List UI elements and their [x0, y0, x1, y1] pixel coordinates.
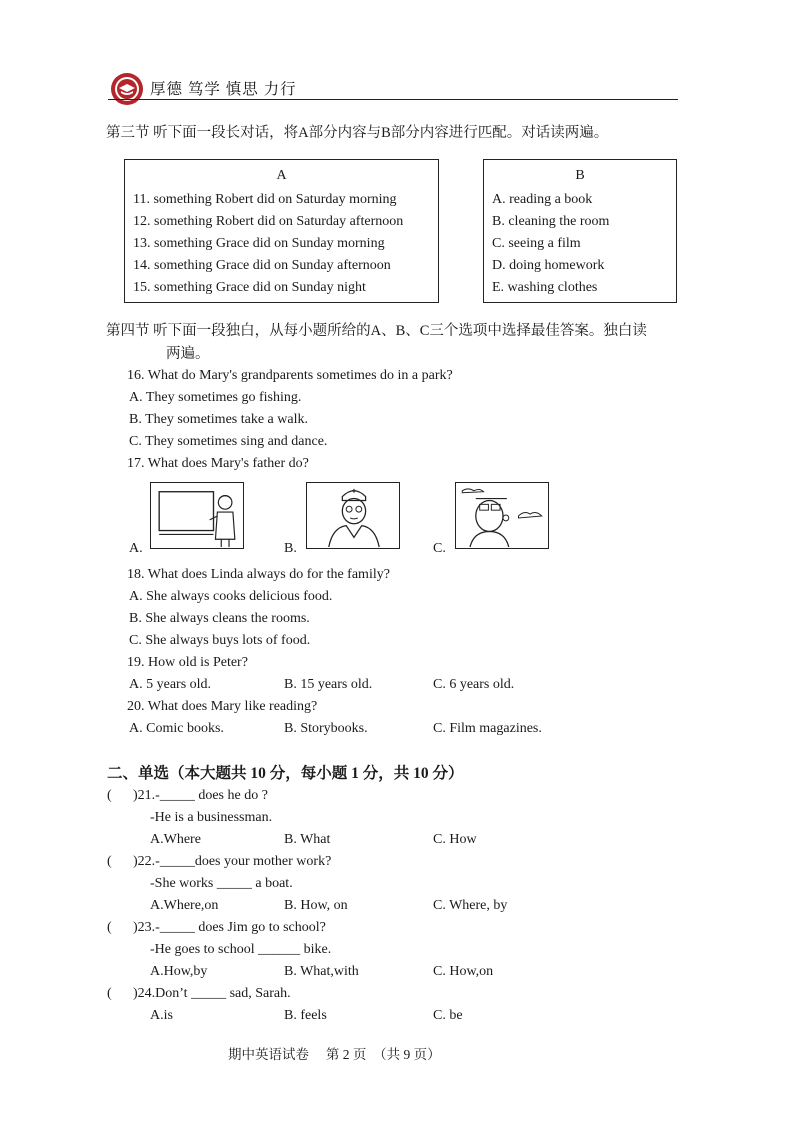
q23-option-b: B. What,with — [284, 964, 359, 979]
box-b-row: D. doing homework — [492, 258, 605, 273]
teacher-picture — [150, 482, 244, 549]
q21-stem: )21.-_____ does he do ? — [133, 788, 268, 803]
q22-reply: -She works _____ a boat. — [150, 876, 293, 891]
q24-option-a: A.is — [150, 1008, 173, 1023]
q18-option-b: B. She always cleans the rooms. — [129, 611, 310, 626]
section4-title: 第四节 听下面一段独白，从每小题所给的A、B、C三个选项中选择最佳答案。独白读 — [106, 323, 647, 339]
q23-option-a: A.How,by — [150, 964, 208, 979]
q17-option-b-label: B. — [284, 541, 297, 556]
q21-option-b: B. What — [284, 832, 331, 847]
box-a-row: 12. something Robert did on Saturday afternoon — [133, 214, 404, 229]
q17-option-c-label: C. — [433, 541, 446, 556]
q19-option-c: C. 6 years old. — [433, 677, 515, 692]
box-a-row: 11. something Robert did on Saturday morning — [133, 192, 397, 207]
q23-reply: -He goes to school ______ bike. — [150, 942, 332, 957]
q24-option-b: B. feels — [284, 1008, 327, 1023]
doctor-icon — [307, 483, 399, 548]
q19-option-b: B. 15 years old. — [284, 677, 373, 692]
match-box-a — [124, 159, 439, 303]
q22-option-c: C. Where, by — [433, 898, 508, 913]
q20-option-b: B. Storybooks. — [284, 721, 368, 736]
pilot-picture — [455, 482, 549, 549]
pilot-icon — [456, 483, 548, 548]
q24-paren: ( — [107, 986, 112, 1001]
q16-option-b: B. They sometimes take a walk. — [129, 412, 308, 427]
q16-stem: 16. What do Mary's grandparents sometimes do in a park? — [127, 368, 453, 383]
q24-stem: )24.Don’t _____ sad, Sarah. — [133, 986, 291, 1001]
page-footer: 期中英语试卷 第 2 页 （共 9 页） — [228, 1047, 441, 1062]
section3-title: 第三节 听下面一段长对话，将A部分内容与B部分内容进行匹配。对话读两遍。 — [106, 125, 609, 141]
q21-option-c: C. How — [433, 832, 477, 847]
q18-option-a: A. She always cooks delicious food. — [129, 589, 333, 604]
q20-option-c: C. Film magazines. — [433, 721, 542, 736]
q22-paren: ( — [107, 854, 112, 869]
q19-option-a: A. 5 years old. — [129, 677, 212, 692]
box-a-row: 13. something Grace did on Sunday morning — [133, 236, 385, 251]
q18-option-c: C. She always buys lots of food. — [129, 633, 311, 648]
part2-title: 二、单选（本大题共 10 分，每小题 1 分，共 10 分） — [107, 765, 464, 782]
box-b-row: C. seeing a film — [492, 236, 581, 251]
q22-option-b: B. How, on — [284, 898, 348, 913]
q17-option-a-label: A. — [129, 541, 143, 556]
box-b-row: A. reading a book — [492, 192, 593, 207]
q22-option-a: A.Where,on — [150, 898, 219, 913]
q18-stem: 18. What does Linda always do for the family? — [127, 567, 390, 582]
box-a-row: 15. something Grace did on Sunday night — [133, 280, 366, 295]
q23-paren: ( — [107, 920, 112, 935]
q20-stem: 20. What does Mary like reading? — [127, 699, 318, 714]
q24-option-c: C. be — [433, 1008, 463, 1023]
box-b-row: B. cleaning the room — [492, 214, 610, 229]
box-b-heading: B — [575, 168, 585, 183]
q16-option-a: A. They sometimes go fishing. — [129, 390, 302, 405]
q16-option-c: C. They sometimes sing and dance. — [129, 434, 328, 449]
q17-stem: 17. What does Mary's father do? — [127, 456, 309, 471]
school-logo-icon — [110, 72, 144, 106]
box-b-row: E. washing clothes — [492, 280, 598, 295]
teacher-at-blackboard-icon — [151, 483, 243, 548]
q23-option-c: C. How,on — [433, 964, 494, 979]
q21-paren: ( — [107, 788, 112, 803]
box-a-row: 14. something Grace did on Sunday afternoon — [133, 258, 391, 273]
q23-stem: )23.-_____ does Jim go to school? — [133, 920, 326, 935]
q21-reply: -He is a businessman. — [150, 810, 273, 825]
q21-option-a: A.Where — [150, 832, 201, 847]
section4-title-cont: 两遍。 — [166, 346, 210, 362]
header-rule — [108, 99, 678, 100]
box-a-heading: A — [276, 168, 287, 183]
match-box-b — [483, 159, 677, 303]
school-motto: 厚德 笃学 慎思 力行 — [150, 81, 297, 98]
q19-stem: 19. How old is Peter? — [127, 655, 248, 670]
q22-stem: )22.-_____does your mother work? — [133, 854, 332, 869]
doctor-picture — [306, 482, 400, 549]
q20-option-a: A. Comic books. — [129, 721, 224, 736]
